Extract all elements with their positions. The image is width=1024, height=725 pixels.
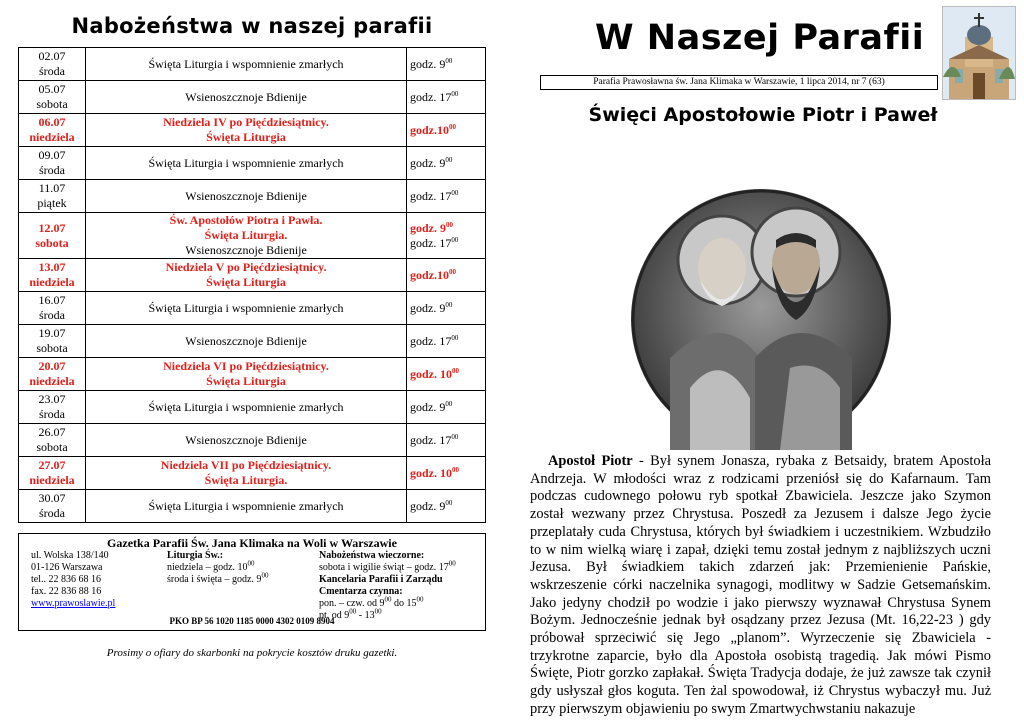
article-body xyxy=(530,453,991,719)
schedule-time: godz. $10^{00}$ xyxy=(407,457,486,490)
gazette-box xyxy=(18,533,486,631)
schedule-row xyxy=(19,147,486,180)
office-hours-2: pt. od $9^{00} - 13^{00}$ xyxy=(319,607,382,621)
schedule-service: Wsienoszcznoje Bdienije xyxy=(86,424,407,457)
schedule-row xyxy=(19,81,486,114)
schedule-row xyxy=(19,391,486,424)
schedule-row xyxy=(19,114,486,147)
schedule-date: 26.07 sobota xyxy=(19,424,86,457)
bank-account: PKO BP 56 1020 1185 0000 4302 0109 8904 xyxy=(169,616,335,626)
schedule-date: 13.07 niedziela xyxy=(19,259,86,292)
donation-note: Prosimy o ofiary do skarbonki na pokrycie kosztów druku gazetki. xyxy=(106,647,398,659)
schedule-date: 30.07 środa xyxy=(19,490,86,523)
evening-time: sobota i wigilie świąt – godz. $17^{00}$ xyxy=(319,559,456,573)
schedule-time: godz. $17^{00}$ xyxy=(407,180,486,213)
schedule-row xyxy=(19,292,486,325)
schedule-service: Święta Liturgia i wspomnienie zmarłych xyxy=(86,48,407,81)
schedule-time: godz. $9^{00}$ xyxy=(407,391,486,424)
article-text: - Był synem Jonasza, rybaka z Betsaidy, bratem Apostoła Andrzeja. W młodości wraz z rodzicami przeniósł się do Kafarnaum. Tam podczas cudownego połowu ryb spotkał Zbawiciela. Jeszcze jako Szymon został wezwany przez Chrystusa. Poszedł za Jezusem i dalsze Jego życie przeplatały cuda Chrystusa, których był świadkiem i uczestnikiem. Wzbudziło to w nim wielką wiarę i zapał, dzięki temu został jednym z najbliższych uczni Jezusa. Był świadkiem takich zdarzeń jak: Przemienienie Pańskie, wskrzeszenie córki naczelnika synagogi, modlitwy w Sadzie Getsemańskim. Jako jedyny chodził po wodzie i jako pierwszy wyznawał Chrystusa Synem Bożym. Jednocześnie jednak był osądzany przez Jezusa (Mt. 16,22-23 ) gdy próbował sprzeciwić się Jego „planom”. Wyrzeczenie się Zbawiciela - trzykrotne zaparcie, było dla Apostoła osobistą tragedią. Jak mówi Pismo Święte, Piotr gorzko zapłakał. Święta Tradycja dodaje, że już zawsze tak czynił gdy usłyszał głos koguta. Ten żal spowodował, iż Chrystus wybaczył mu. Już przy pierwszym objawieniu po swym Zmartwychwstaniu nakazuje xyxy=(530,453,991,717)
schedule-row xyxy=(19,490,486,523)
schedule-service: Święta Liturgia i wspomnienie zmarłych xyxy=(86,391,407,424)
schedule-row xyxy=(19,48,486,81)
newsletter-title: W Naszej Parafii xyxy=(595,18,925,58)
apostles-icon-image xyxy=(630,188,892,450)
schedule-date: 23.07 środa xyxy=(19,391,86,424)
schedule-service: Święta Liturgia i wspomnienie zmarłych xyxy=(86,490,407,523)
schedule-date: 06.07 niedziela xyxy=(19,114,86,147)
gazette-evening xyxy=(319,550,456,622)
office-hours-1: pon. – czw. od $9^{00}$ do $15^{00}$ xyxy=(319,595,424,609)
office-heading: Kancelaria Parafii i Zarządu xyxy=(319,574,443,585)
schedule-time: $godz.10^{00}$ xyxy=(407,259,486,292)
schedule-date: 05.07 sobota xyxy=(19,81,86,114)
schedule-row xyxy=(19,259,486,292)
cemetery-heading: Cmentarza czynna: xyxy=(319,586,403,597)
schedule-table xyxy=(18,47,486,523)
schedule-date: 20.07 niedziela xyxy=(19,358,86,391)
schedule-row xyxy=(19,180,486,213)
gazette-liturgy xyxy=(167,550,268,586)
liturgy-wednesday: środa i święta – godz. $9^{00}$ xyxy=(167,571,269,585)
schedule-service: Wsienoszcznoje Bdienije xyxy=(86,180,407,213)
newsletter-subtitle: Parafia Prawosławna św. Jana Klimaka w Warszawie, 1 lipca 2014, nr 7 (63) xyxy=(540,75,938,90)
schedule-service: Św. Apostołów Piotra i Pawła. Święta Liturgia. Wsienoszcznoje Bdienije xyxy=(86,213,407,259)
address-line-1: ul. Wolska 138/140 xyxy=(31,550,109,561)
schedule-date: 02.07 środa xyxy=(19,48,86,81)
schedule-service: Święta Liturgia i wspomnienie zmarłych xyxy=(86,147,407,180)
schedule-service: Wsienoszcznoje Bdienije xyxy=(86,81,407,114)
evening-heading: Nabożeństwa wieczorne: xyxy=(319,550,425,561)
website-link[interactable]: www.prawoslawie.pl xyxy=(31,598,116,609)
schedule-time: godz. $17^{00}$ xyxy=(407,325,486,358)
liturgy-sunday: niedziela – godz. $10^{00}$ xyxy=(167,559,255,573)
gazette-contact xyxy=(31,550,115,610)
phone: tel.. 22 836 68 16 xyxy=(31,574,101,585)
schedule-date: 11.07 piątek xyxy=(19,180,86,213)
schedule-time: godz. $17^{00}$ xyxy=(407,81,486,114)
schedule-time: godz. $9^{00}$ xyxy=(407,147,486,180)
church-photo xyxy=(942,6,1016,100)
schedule-time: $godz.10^{00}$ xyxy=(407,114,486,147)
schedule-row xyxy=(19,424,486,457)
article-lead: Apostoł Piotr xyxy=(548,453,633,469)
article-title: Święci Apostołowie Piotr i Paweł xyxy=(588,104,938,126)
schedule-date: 27.07 niedziela xyxy=(19,457,86,490)
schedule-row xyxy=(19,325,486,358)
schedule-date: 12.07 sobota xyxy=(19,213,86,259)
schedule-service: Niedziela V po Pięćdziesiątnicy. Święta Liturgia xyxy=(86,259,407,292)
schedule-time: godz. $10^{00}$ xyxy=(407,358,486,391)
left-column xyxy=(18,8,486,659)
schedule-heading: Nabożeństwa w naszej parafii xyxy=(71,14,433,38)
schedule-row xyxy=(19,457,486,490)
fax: fax. 22 836 88 16 xyxy=(31,586,102,597)
schedule-row xyxy=(19,213,486,259)
schedule-service: Niedziela VI po Pięćdziesiątnicy. Święta Liturgia xyxy=(86,358,407,391)
schedule-date: 16.07 środa xyxy=(19,292,86,325)
schedule-time: godz. $17^{00}$ xyxy=(407,424,486,457)
schedule-date: 19.07 sobota xyxy=(19,325,86,358)
schedule-service: Niedziela VII po Pięćdziesiątnicy. Święta Liturgia. xyxy=(86,457,407,490)
schedule-service: Niedziela IV po Pięćdziesiątnicy. Święta Liturgia xyxy=(86,114,407,147)
schedule-service: Wsienoszcznoje Bdienije xyxy=(86,325,407,358)
schedule-date: 09.07 środa xyxy=(19,147,86,180)
gazette-title: Gazetka Parafii Św. Jana Klimaka na Woli w Warszawie xyxy=(107,536,397,550)
schedule-time: godz. $9^{00}$ xyxy=(407,292,486,325)
schedule-time: godz. $9^{00}$ godz. $17^{00}$ xyxy=(407,213,486,259)
schedule-time: godz. $9^{00}$ xyxy=(407,48,486,81)
address-line-2: 01-126 Warszawa xyxy=(31,562,103,573)
schedule-row xyxy=(19,358,486,391)
schedule-service: Święta Liturgia i wspomnienie zmarłych xyxy=(86,292,407,325)
liturgy-heading: Liturgia Św.: xyxy=(167,550,224,561)
schedule-time: godz. $9^{00}$ xyxy=(407,490,486,523)
